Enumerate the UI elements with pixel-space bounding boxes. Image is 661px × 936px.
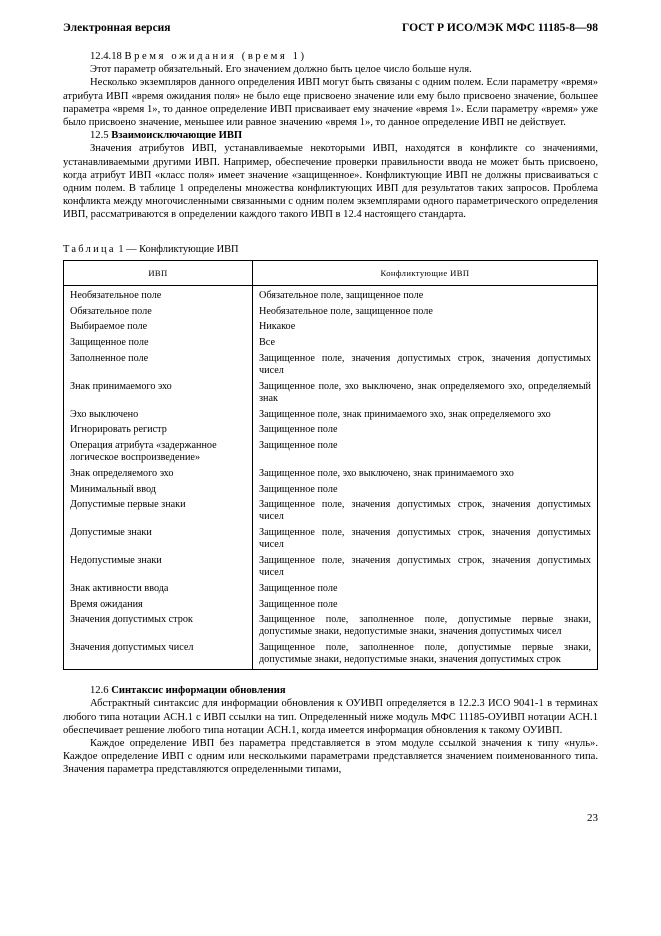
- column-header-conflicting: Конфликтующие ИВП: [253, 260, 598, 285]
- table-row: [64, 466, 598, 482]
- column-header-ivp: ИВП: [64, 260, 253, 285]
- paragraph: Несколько экземпляров данного определения ИВП могут быть связаны с одним полем. Если параметру «время» атрибута ИВП «время ожидания поля» не было еще присвоено значение или ему было присвоено значение, большее параметра «время 1», то данное определение ИВП присваивает ему значение «время 1». Если параметру «время» уже было присвоено значение, меньшее или равное значению «время 1», то данное определение ИВП не действует.: [63, 77, 598, 129]
- table-row: [64, 553, 598, 581]
- table-row: [64, 407, 598, 423]
- section-title: Взаимоисключающие ИВП: [111, 130, 243, 142]
- ivp-cell: Значения допустимых чисел: [64, 640, 253, 669]
- conflicting-ivp-cell: Никакое: [253, 320, 598, 336]
- table-caption-prefix: Таблица: [63, 243, 116, 255]
- table-row: [64, 422, 598, 438]
- conflicting-ivp-cell: Защищенное поле, эхо выключено, знак определяемого эхо, определяемый знак: [253, 379, 598, 407]
- conflicting-ivp-cell: Защищенное поле, значения допустимых строк, значения допустимых чисел: [253, 351, 598, 379]
- table-row: [64, 498, 598, 526]
- conflicting-ivp-cell: Обязательное поле, защищенное поле: [253, 285, 598, 303]
- page-header: [63, 22, 598, 38]
- ivp-cell: Знак определяемого эхо: [64, 466, 253, 482]
- ivp-cell: Допустимые первые знаки: [64, 498, 253, 526]
- conflicting-ivp-cell: Защищенное поле, знак принимаемого эхо, знак определяемого эхо: [253, 407, 598, 423]
- ivp-cell: Обязательное поле: [64, 304, 253, 320]
- page-number: 23: [587, 812, 598, 824]
- ivp-cell: Минимальный ввод: [64, 482, 253, 498]
- ivp-cell: Защищенное поле: [64, 335, 253, 351]
- edition-label: Электронная версия: [63, 22, 171, 34]
- conflicting-ivp-cell: Защищенное поле: [253, 597, 598, 613]
- section-number: 12.5: [90, 130, 109, 142]
- ivp-cell: Время ожидания: [64, 597, 253, 613]
- paragraph: Каждое определение ИВП без параметра представляется в этом модуле ссылкой значения к типу «нуль». Каждое определение ИВП с одним или несколькими параметрами представляется значением поименованного типа. Значения параметра представляются определенными типами,: [63, 737, 598, 776]
- table-row: [64, 482, 598, 498]
- section-title: Синтаксис информации обновления: [111, 685, 286, 697]
- conflicting-ivp-cell: Защищенное поле, заполненное поле, допустимые первые знаки, допустимые знаки, недопустимые знаки, значения допустимых строк: [253, 640, 598, 669]
- table-row: [64, 335, 598, 351]
- table-row: [64, 438, 598, 466]
- conflicting-ivp-cell: Защищенное поле, эхо выключено, знак принимаемого эхо: [253, 466, 598, 482]
- section-12-6-heading: [63, 684, 598, 697]
- conflicting-ivp-cell: Защищенное поле, значения допустимых строк, значения допустимых чисел: [253, 525, 598, 553]
- paragraph: Значения атрибутов ИВП, устанавливаемые некоторыми ИВП, находятся в конфликте со значениями, устанавливаемыми другими ИВП. Например, обеспечение проверки правильности ввода не может быть присвоено, когда атрибут ИВП «класс поля» имеет значение «защищенное». Конфликтующие ИВП не должны присваиваться с одним полем. В таблице 1 определены множества конфликтующих ИВП для результатов таких запросов. Проблема конфликта между многочисленными связанными с одним полем экземплярами одного параметрического определения ИВП, рассматриваются в определении каждого такого ИВП в 12.4 настоящего стандарта.: [63, 143, 598, 221]
- section-12-5-heading: [63, 129, 598, 142]
- paragraph: Этот параметр обязательный. Его значением должно быть целое число больше нуля.: [90, 64, 472, 76]
- conflicting-ivp-cell: Защищенное поле: [253, 581, 598, 597]
- table-row: [64, 379, 598, 407]
- ivp-cell: Значения допустимых строк: [64, 612, 253, 640]
- table-row: [64, 351, 598, 379]
- ivp-cell: Знак активности ввода: [64, 581, 253, 597]
- paragraph: Абстрактный синтаксис для информации обновления к ОУИВП определяется в 12.2.3 ИСО 9041-1 в терминах любого типа нотации АСН.1 с ИВП ссылки на тип. Определенный ниже модуль МФС 11185-ОУИВП нотации АСН.1 обеспечивает решение любого типа нотации АСН.1, когда имеется информация обновления к такому ОУИВП.: [63, 698, 598, 736]
- conflicting-ivp-cell: Защищенное поле, значения допустимых строк, значения допустимых чисел: [253, 553, 598, 581]
- table-row: [64, 320, 598, 336]
- table-row: [64, 285, 598, 303]
- ivp-cell: Недопустимые знаки: [64, 553, 253, 581]
- ivp-cell: Знак принимаемого эхо: [64, 379, 253, 407]
- table-row: [64, 581, 598, 597]
- section-12-4-18-heading: [63, 50, 598, 63]
- table-caption: [63, 243, 598, 256]
- standard-code: ГОСТ Р ИСО/МЭК МФС 11185-8—98: [402, 22, 598, 34]
- ivp-cell: Эхо выключено: [64, 407, 253, 423]
- ivp-cell: Игнорировать регистр: [64, 422, 253, 438]
- conflicting-ivp-table: [63, 260, 598, 670]
- conflicting-ivp-cell: Защищенное поле: [253, 482, 598, 498]
- table-header-row: [64, 260, 598, 285]
- page-content: [63, 50, 598, 777]
- section-number: 12.6: [90, 685, 109, 697]
- table-row: [64, 612, 598, 640]
- table-row: [64, 640, 598, 669]
- ivp-cell: Необязательное поле: [64, 285, 253, 303]
- section-title: Время ожидания (время 1): [124, 51, 307, 62]
- conflicting-ivp-cell: Защищенное поле: [253, 422, 598, 438]
- table-row: [64, 597, 598, 613]
- ivp-cell: Выбираемое поле: [64, 320, 253, 336]
- table-body: [64, 285, 598, 669]
- conflicting-ivp-cell: Все: [253, 335, 598, 351]
- conflicting-ivp-cell: Защищенное поле, заполненное поле, допустимые первые знаки, допустимые знаки, недопустимые знаки, значения допустимых чисел: [253, 612, 598, 640]
- conflicting-ivp-cell: Защищенное поле, значения допустимых строк, значения допустимых чисел: [253, 498, 598, 526]
- conflicting-ivp-cell: Необязательное поле, защищенное поле: [253, 304, 598, 320]
- ivp-cell: Допустимые знаки: [64, 525, 253, 553]
- table-row: [64, 304, 598, 320]
- section-number: 12.4.18: [90, 51, 122, 62]
- ivp-cell: Операция атрибута «задержанное логическое воспроизведение»: [64, 438, 253, 466]
- conflicting-ivp-cell: Защищенное поле: [253, 438, 598, 466]
- ivp-cell: Заполненное поле: [64, 351, 253, 379]
- table-row: [64, 525, 598, 553]
- table-caption-text: 1 — Конфликтующие ИВП: [118, 243, 239, 255]
